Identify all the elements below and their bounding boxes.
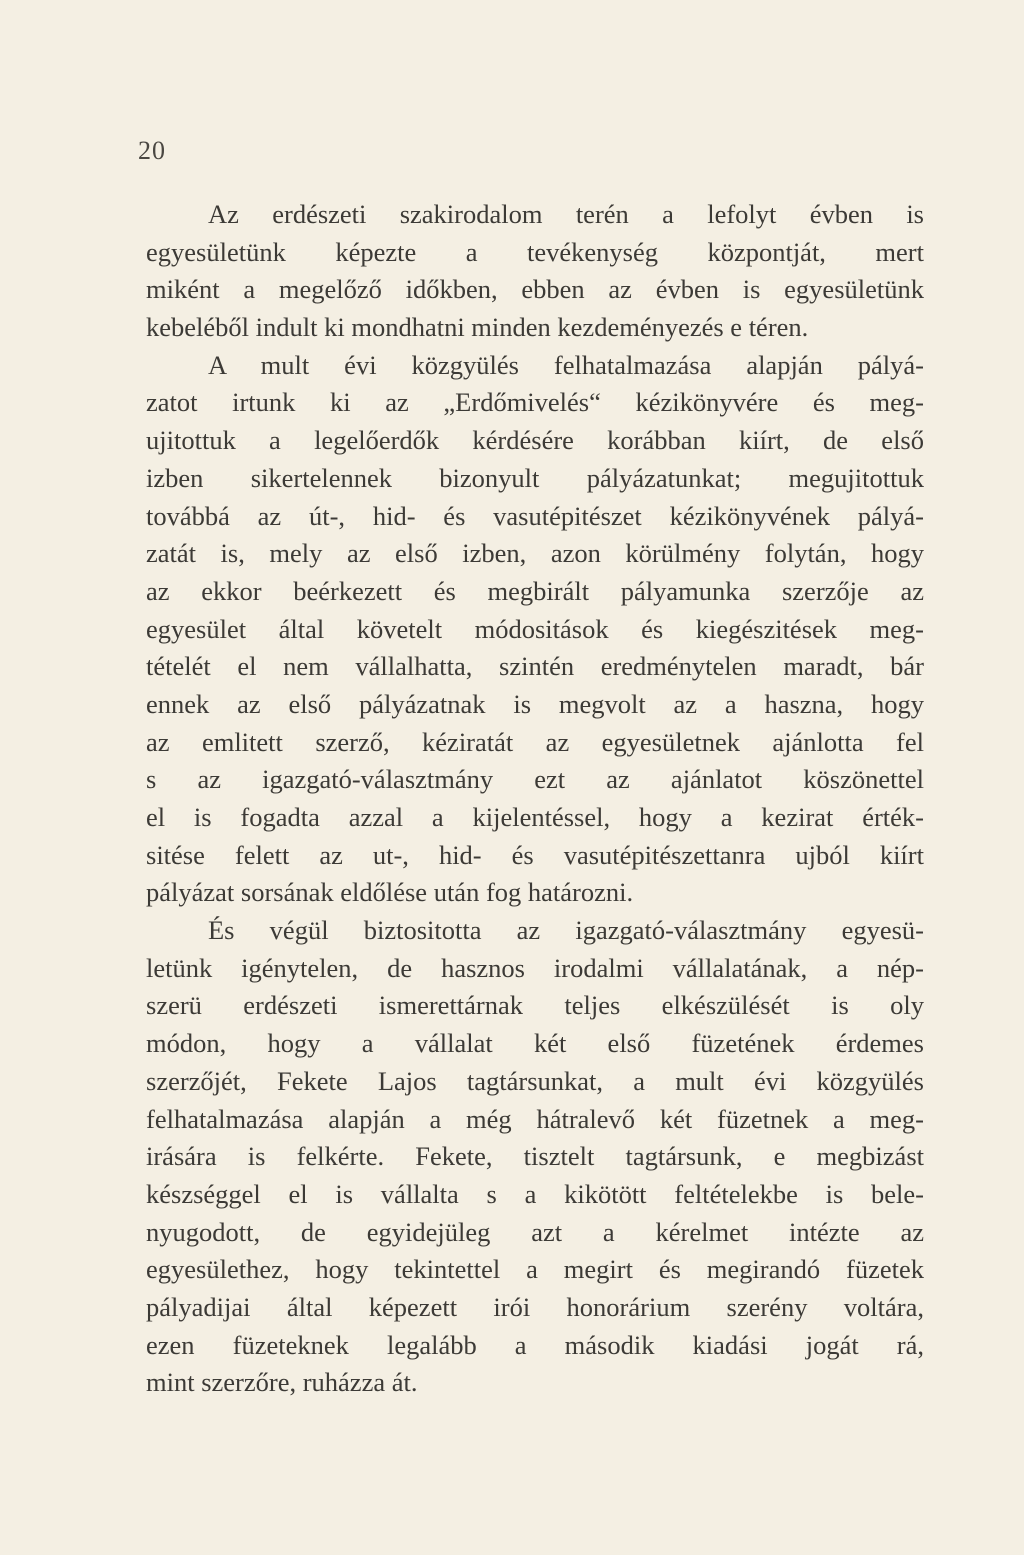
text-line: izben sikertelennek bizonyult pályázatunkat; megujitottuk [146,462,924,493]
text-line: tételét el nem vállalhatta, szintén eredménytelen maradt, bár [146,651,924,682]
text-line: s az igazgató-választmány ezt az ajánlatot köszönettel [146,764,924,795]
text-line: irására is felkérte. Fekete, tisztelt tagtársunk, e megbizást [146,1141,924,1172]
text-line: pályadijai által képezett irói honorárium szerény voltára, [146,1291,924,1322]
text-line: zatát is, mely az első izben, azon körülmény folytán, hogy [146,538,924,569]
text-line: módon, hogy a vállalat két első füzetének érdemes [146,1028,924,1059]
text-line: el is fogadta azzal a kijelentéssel, hogy a kezirat érték- [146,802,924,832]
text-line: az ekkor beérkezett és megbirált pályamunka szerzője az [146,575,924,606]
text-line: kebeléből indult ki mondhatni minden kezdeményezés e téren. [146,312,809,343]
text-line: készséggel el is vállalta s a kikötött feltételekbe is bele- [146,1178,924,1209]
text-line: egyesülethez, hogy tekintettel a megirt és megirandó füzetek [146,1254,924,1285]
body-text [146,196,924,1402]
text-line: egyesületünk képezte a tevékenység központját, mert [146,236,924,267]
text-line: mint szerzőre, ruházza át. [146,1367,418,1398]
text-line: ezen füzeteknek legalább a második kiadási jogát rá, [146,1329,924,1360]
page-number: 20 [138,136,166,165]
text-line: egyesület által követelt módositások és kiegészitések meg- [146,613,924,644]
text-line: A mult évi közgyülés felhatalmazása alapján pályá- [208,349,924,380]
text-line: Az erdészeti szakirodalom terén a lefolyt évben is [208,199,924,229]
text-line: pályázat sorsának eldőlése után fog határozni. [146,877,634,908]
text-line: És végül biztositotta az igazgató-választmány egyesü- [208,915,924,946]
text-line: továbbá az út-, hid- és vasutépitészet kézikönyvének pályá- [146,500,924,531]
text-line: sitése felett az ut-, hid- és vasutépitészettanra ujból kiírt [146,839,924,870]
text-line: zatot irtunk ki az „Erdőmivelés“ kézikönyvére és meg- [146,387,924,418]
text-line: az emlitett szerző, kéziratát az egyesületnek ajánlotta fel [146,726,924,757]
text-line: ennek az első pályázatnak is megvolt az a haszna, hogy [146,688,924,719]
text-line: nyugodott, de egyidejüleg azt a kérelmet intézte az [146,1216,924,1247]
text-line: ujitottuk a legelőerdők kérdésére korábban kiírt, de első [146,425,924,456]
text-line: miként a megelőző időkben, ebben az évben is egyesületünk [146,274,924,305]
text-line: felhatalmazása alapján a még hátralevő két füzetnek a meg- [146,1103,924,1134]
text-line: szerü erdészeti ismerettárnak teljes elkészülését is oly [146,990,924,1021]
text-line: szerzőjét, Fekete Lajos tagtársunkat, a mult évi közgyülés [146,1065,924,1096]
text-line: letünk igénytelen, de hasznos irodalmi vállalatának, a nép- [146,952,924,983]
